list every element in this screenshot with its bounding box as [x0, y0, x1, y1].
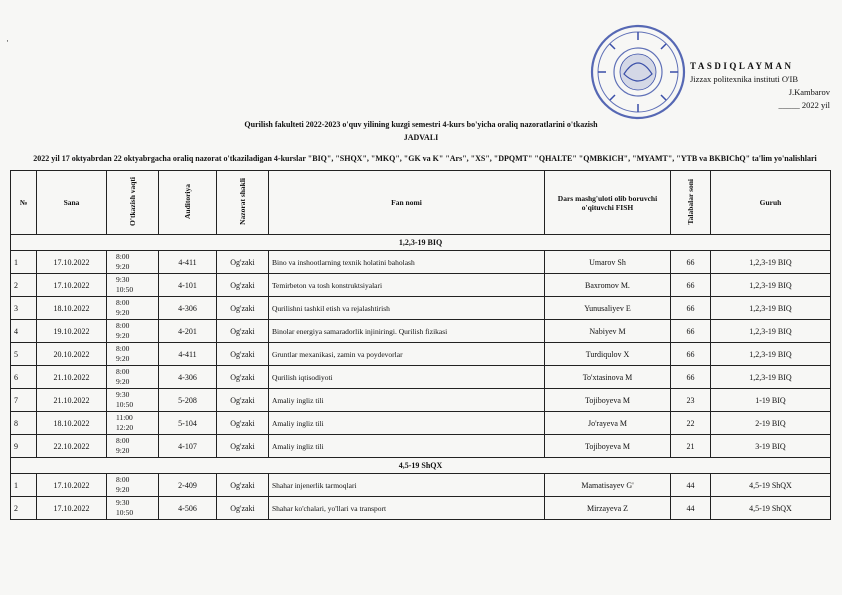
cell-room: 5-208: [159, 389, 217, 412]
table-row: [11, 412, 831, 435]
cell-date: 17.10.2022: [37, 497, 107, 520]
cell-num: 6: [11, 366, 37, 389]
cell-students: 21: [671, 435, 711, 458]
cell-teacher: Baxromov M.: [545, 274, 671, 297]
time-start: 8:00: [116, 321, 130, 330]
cell-form: Og'zaki: [217, 497, 269, 520]
col-group: Guruh: [711, 171, 831, 235]
corner-mark: ·: [6, 36, 9, 46]
table-row: [11, 474, 831, 497]
cell-teacher: Jo'rayeva M: [545, 412, 671, 435]
table-row: [11, 497, 831, 520]
table-row: [11, 274, 831, 297]
time-end: 12:20: [116, 423, 134, 432]
time-start: 8:00: [116, 298, 130, 307]
cell-time: [107, 251, 159, 274]
cell-room: 4-411: [159, 343, 217, 366]
group-label: 4,5-19 ShQX: [11, 458, 831, 474]
cell-teacher: To'xtasinova M: [545, 366, 671, 389]
schedule-table: [10, 170, 831, 520]
cell-date: 21.10.2022: [37, 366, 107, 389]
cell-group: 1,2,3-19 BIQ: [711, 251, 831, 274]
table-row: [11, 389, 831, 412]
cell-teacher: Mirzayeva Z: [545, 497, 671, 520]
time-end: 9:20: [116, 331, 130, 340]
cell-room: 4-201: [159, 320, 217, 343]
cell-form: Og'zaki: [217, 274, 269, 297]
cell-time: [107, 274, 159, 297]
cell-group: 3-19 BIQ: [711, 435, 831, 458]
col-students: Talabalar soni: [671, 171, 711, 235]
cell-form: Og'zaki: [217, 389, 269, 412]
cell-room: 2-409: [159, 474, 217, 497]
cell-students: 66: [671, 366, 711, 389]
table-row: [11, 366, 831, 389]
cell-teacher: Yunusaliyev E: [545, 297, 671, 320]
cell-students: 66: [671, 251, 711, 274]
official-seal-icon: [588, 22, 688, 122]
cell-group: 1,2,3-19 BIQ: [711, 274, 831, 297]
col-room: Auditoriya: [159, 171, 217, 235]
cell-subject: Qurilish iqtisodiyoti: [269, 366, 545, 389]
cell-date: 18.10.2022: [37, 412, 107, 435]
cell-teacher: Tojiboyeva M: [545, 389, 671, 412]
cell-time: [107, 412, 159, 435]
cell-date: 19.10.2022: [37, 320, 107, 343]
time-start: 9:30: [116, 275, 130, 284]
cell-students: 66: [671, 343, 711, 366]
document-title-jadvali: JADVALI: [403, 133, 439, 142]
cell-form: Og'zaki: [217, 412, 269, 435]
cell-students: 66: [671, 274, 711, 297]
cell-date: 17.10.2022: [37, 274, 107, 297]
cell-num: 1: [11, 251, 37, 274]
cell-subject: Shahar injenerlik tarmoqlari: [269, 474, 545, 497]
cell-num: 2: [11, 274, 37, 297]
cell-room: 5-104: [159, 412, 217, 435]
col-teacher: Dars mashg'uloti olib boruvchi o'qituvchi FISH: [545, 171, 671, 235]
approval-line-1: Jizzax politexnika instituti O'IB: [690, 74, 799, 84]
document-title: Qurilish fakulteti 2022-2023 o'quv yilining kuzgi semestri 4-kurs bo'yicha oraliq nazoratlarini o'tkazish: [244, 120, 598, 129]
cell-subject: Amaliy ingliz tili: [269, 412, 545, 435]
col-time: O'tkazish vaqti: [107, 171, 159, 235]
time-start: 8:00: [116, 252, 130, 261]
time-start: 9:30: [116, 498, 130, 507]
cell-form: Og'zaki: [217, 366, 269, 389]
cell-num: 7: [11, 389, 37, 412]
cell-subject: Amaliy ingliz tili: [269, 435, 545, 458]
cell-teacher: Tojiboyeva M: [545, 435, 671, 458]
cell-subject: Shahar ko'chalari, yo'llari va transport: [269, 497, 545, 520]
cell-date: 18.10.2022: [37, 297, 107, 320]
cell-time: [107, 320, 159, 343]
cell-students: 66: [671, 297, 711, 320]
cell-form: Og'zaki: [217, 435, 269, 458]
cell-time: [107, 435, 159, 458]
col-num: №: [11, 171, 37, 235]
cell-room: 4-506: [159, 497, 217, 520]
cell-students: 44: [671, 497, 711, 520]
cell-group: 1,2,3-19 BIQ: [711, 343, 831, 366]
cell-date: 17.10.2022: [37, 251, 107, 274]
approval-title: TASDIQLAYMAN: [690, 61, 794, 71]
cell-students: 23: [671, 389, 711, 412]
cell-group: 4,5-19 ShQX: [711, 497, 831, 520]
time-end: 9:20: [116, 354, 130, 363]
cell-room: 4-306: [159, 297, 217, 320]
time-end: 9:20: [116, 262, 130, 271]
time-start: 8:00: [116, 367, 130, 376]
table-row: [11, 343, 831, 366]
cell-form: Og'zaki: [217, 320, 269, 343]
cell-num: 8: [11, 412, 37, 435]
cell-group: 2-19 BIQ: [711, 412, 831, 435]
cell-group: 4,5-19 ShQX: [711, 474, 831, 497]
cell-subject: Amaliy ingliz tili: [269, 389, 545, 412]
cell-group: 1,2,3-19 BIQ: [711, 297, 831, 320]
group-header-row: [11, 458, 831, 474]
cell-time: [107, 389, 159, 412]
approval-date: _____ 2022 yil: [778, 100, 830, 110]
cell-date: 20.10.2022: [37, 343, 107, 366]
cell-students: 22: [671, 412, 711, 435]
cell-time: [107, 474, 159, 497]
cell-num: 9: [11, 435, 37, 458]
cell-teacher: Mamatisayev G': [545, 474, 671, 497]
time-end: 9:20: [116, 485, 130, 494]
time-end: 9:20: [116, 377, 130, 386]
time-start: 11:00: [116, 413, 133, 422]
cell-subject: Qurilishni tashkil etish va rejalashtirish: [269, 297, 545, 320]
time-end: 9:20: [116, 446, 130, 455]
time-end: 9:20: [116, 308, 130, 317]
cell-teacher: Turdiqulov X: [545, 343, 671, 366]
time-start: 8:00: [116, 475, 130, 484]
cell-teacher: Nabiyev M: [545, 320, 671, 343]
cell-date: 17.10.2022: [37, 474, 107, 497]
approval-signer: J.Kambarov: [788, 87, 830, 97]
approval-block: [690, 60, 840, 112]
time-start: 9:30: [116, 390, 130, 399]
cell-num: 3: [11, 297, 37, 320]
cell-form: Og'zaki: [217, 297, 269, 320]
cell-form: Og'zaki: [217, 251, 269, 274]
table-row: [11, 435, 831, 458]
cell-time: [107, 366, 159, 389]
cell-group: 1,2,3-19 BIQ: [711, 366, 831, 389]
table-row: [11, 297, 831, 320]
cell-subject: Gruntlar mexanikasi, zamin va poydevorlar: [269, 343, 545, 366]
cell-students: 44: [671, 474, 711, 497]
cell-group: 1-19 BIQ: [711, 389, 831, 412]
time-end: 10:50: [116, 400, 134, 409]
table-row: [11, 251, 831, 274]
col-form: Nazorat shakli: [217, 171, 269, 235]
cell-num: 4: [11, 320, 37, 343]
time-start: 8:00: [116, 344, 130, 353]
cell-subject: Temirbeton va tosh konstruktsiyalari: [269, 274, 545, 297]
cell-room: 4-101: [159, 274, 217, 297]
cell-date: 22.10.2022: [37, 435, 107, 458]
cell-room: 4-306: [159, 366, 217, 389]
cell-num: 1: [11, 474, 37, 497]
group-header-row: [11, 235, 831, 251]
col-subject: Fan nomi: [269, 171, 545, 235]
cell-room: 4-411: [159, 251, 217, 274]
cell-time: [107, 343, 159, 366]
header-row: [11, 171, 831, 235]
time-end: 10:50: [116, 285, 134, 294]
cell-date: 21.10.2022: [37, 389, 107, 412]
cell-time: [107, 297, 159, 320]
cell-room: 4-107: [159, 435, 217, 458]
table-row: [11, 320, 831, 343]
time-start: 8:00: [116, 436, 130, 445]
cell-form: Og'zaki: [217, 343, 269, 366]
cell-subject: Bino va inshootlarning texnik holatini baholash: [269, 251, 545, 274]
cell-teacher: Umarov Sh: [545, 251, 671, 274]
cell-form: Og'zaki: [217, 474, 269, 497]
document-subtitle: 2022 yil 17 oktyabrdan 22 oktyabrgacha oraliq nazorat o'tkaziladigan 4-kurslar "BIQ", "SHQX", "MKQ", "GK va K" "Ars", "XS", "DPQMT" "QHALTE" "QMBKICH", "MYAMT", "YTB va BKBIChQ" ta'lim yo'nalishlari: [33, 154, 817, 163]
time-end: 10:50: [116, 508, 134, 517]
cell-num: 2: [11, 497, 37, 520]
cell-time: [107, 497, 159, 520]
cell-subject: Binolar energiya samaradorlik injiniringi. Qurilish fizikasi: [269, 320, 545, 343]
group-label: 1,2,3-19 BIQ: [11, 235, 831, 251]
schedule-body: [11, 235, 831, 520]
col-date: Sana: [37, 171, 107, 235]
cell-students: 66: [671, 320, 711, 343]
cell-group: 1,2,3-19 BIQ: [711, 320, 831, 343]
cell-num: 5: [11, 343, 37, 366]
